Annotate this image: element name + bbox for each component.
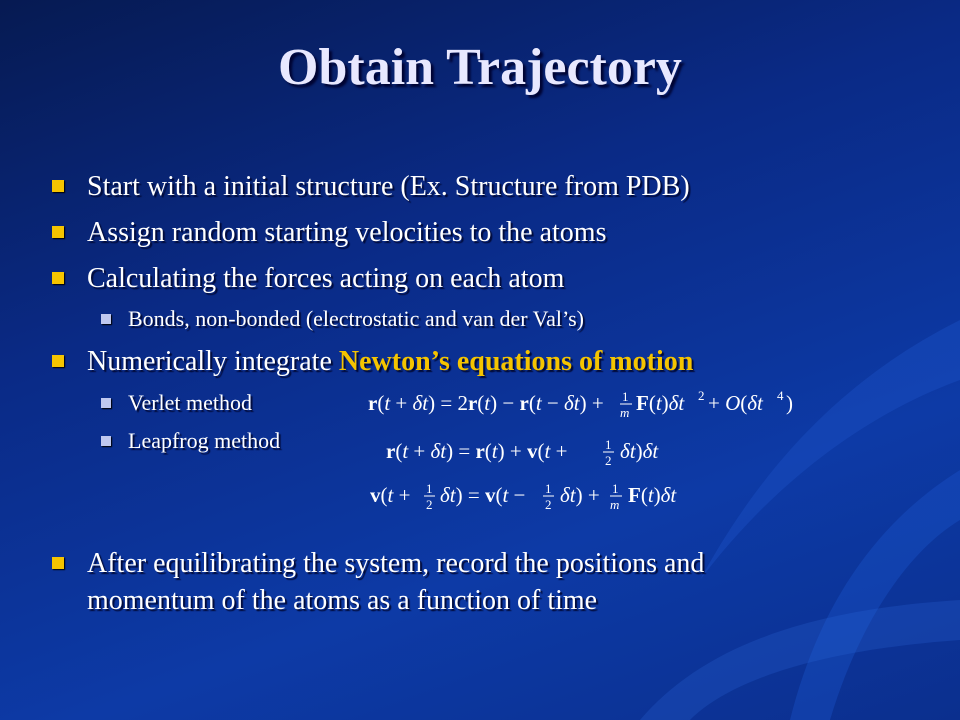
svg-text:F(t)δt: F(t)δt [636,391,685,415]
bullet-integrate [87,343,807,380]
bullet-marker-icon [52,557,64,569]
leapfrog-velocity-equation [370,481,677,512]
sub-bullet-verlet: Verlet method [128,390,253,415]
svg-text:δt) = v(t −: δt) = v(t − [440,483,526,507]
newton-equations-highlight: Newton’s equations of motion [338,346,694,377]
bullet-record-line1: After equilibrating the system, record the positions and [87,548,705,579]
svg-text:m: m [620,405,630,420]
verlet-equation [368,388,793,420]
svg-text:F(t)δt: F(t)δt [628,483,677,507]
svg-text:v(t +: v(t + [370,483,411,507]
svg-text:): ) [786,391,793,415]
sub-bullet-bonds: Bonds, non-bonded (electrostatic and van der Val’s) [128,306,584,331]
sub-bullet-marker-icon [101,314,111,324]
bullet-integrate-prefix: Numerically integrate [87,346,339,377]
bullet-assign-velocities: Assign random starting velocities to the atoms [87,217,607,248]
svg-text:2: 2 [605,453,612,468]
svg-text:δt) +: δt) + [560,483,600,507]
sub-bullet-marker-icon [101,436,111,446]
sub-bullet-leapfrog: Leapfrog method [128,428,281,453]
slide-title: Obtain Trajectory [278,39,682,96]
bullet-start-structure: Start with a initial structure (Ex. Structure from PDB) [87,171,690,202]
bullet-calculate-forces: Calculating the forces acting on each atom [87,263,565,294]
bullet-marker-icon [52,355,64,367]
bullet-marker-icon [52,226,64,238]
bullet-record-positions [87,545,807,619]
svg-text:+ O(δt: + O(δt [708,391,763,415]
svg-text:1: 1 [605,437,612,452]
svg-text:1: 1 [545,481,552,496]
equations [340,380,820,520]
svg-text:2: 2 [545,497,552,512]
svg-text:2: 2 [698,388,705,403]
leapfrog-position-equation [386,437,659,468]
svg-text:δt)δt: δt)δt [620,439,659,463]
svg-text:1: 1 [622,389,629,404]
svg-text:2: 2 [426,497,433,512]
sub-bullet-marker-icon [101,398,111,408]
svg-text:r(t + δt) = 2r(t) − r(t − δt): r(t + δt) = 2r(t) − r(t − δt) + [368,391,604,415]
svg-text:1: 1 [426,481,433,496]
bullet-record-line2: momentum of the atoms as a function of time [87,585,598,616]
svg-text:m: m [610,497,620,512]
svg-text:r(t + δt) = r(t) + v(t +: r(t + δt) = r(t) + v(t + [386,439,568,463]
bullet-marker-icon [52,272,64,284]
bullet-marker-icon [52,180,64,192]
svg-text:1: 1 [612,481,619,496]
svg-text:4: 4 [777,388,784,403]
